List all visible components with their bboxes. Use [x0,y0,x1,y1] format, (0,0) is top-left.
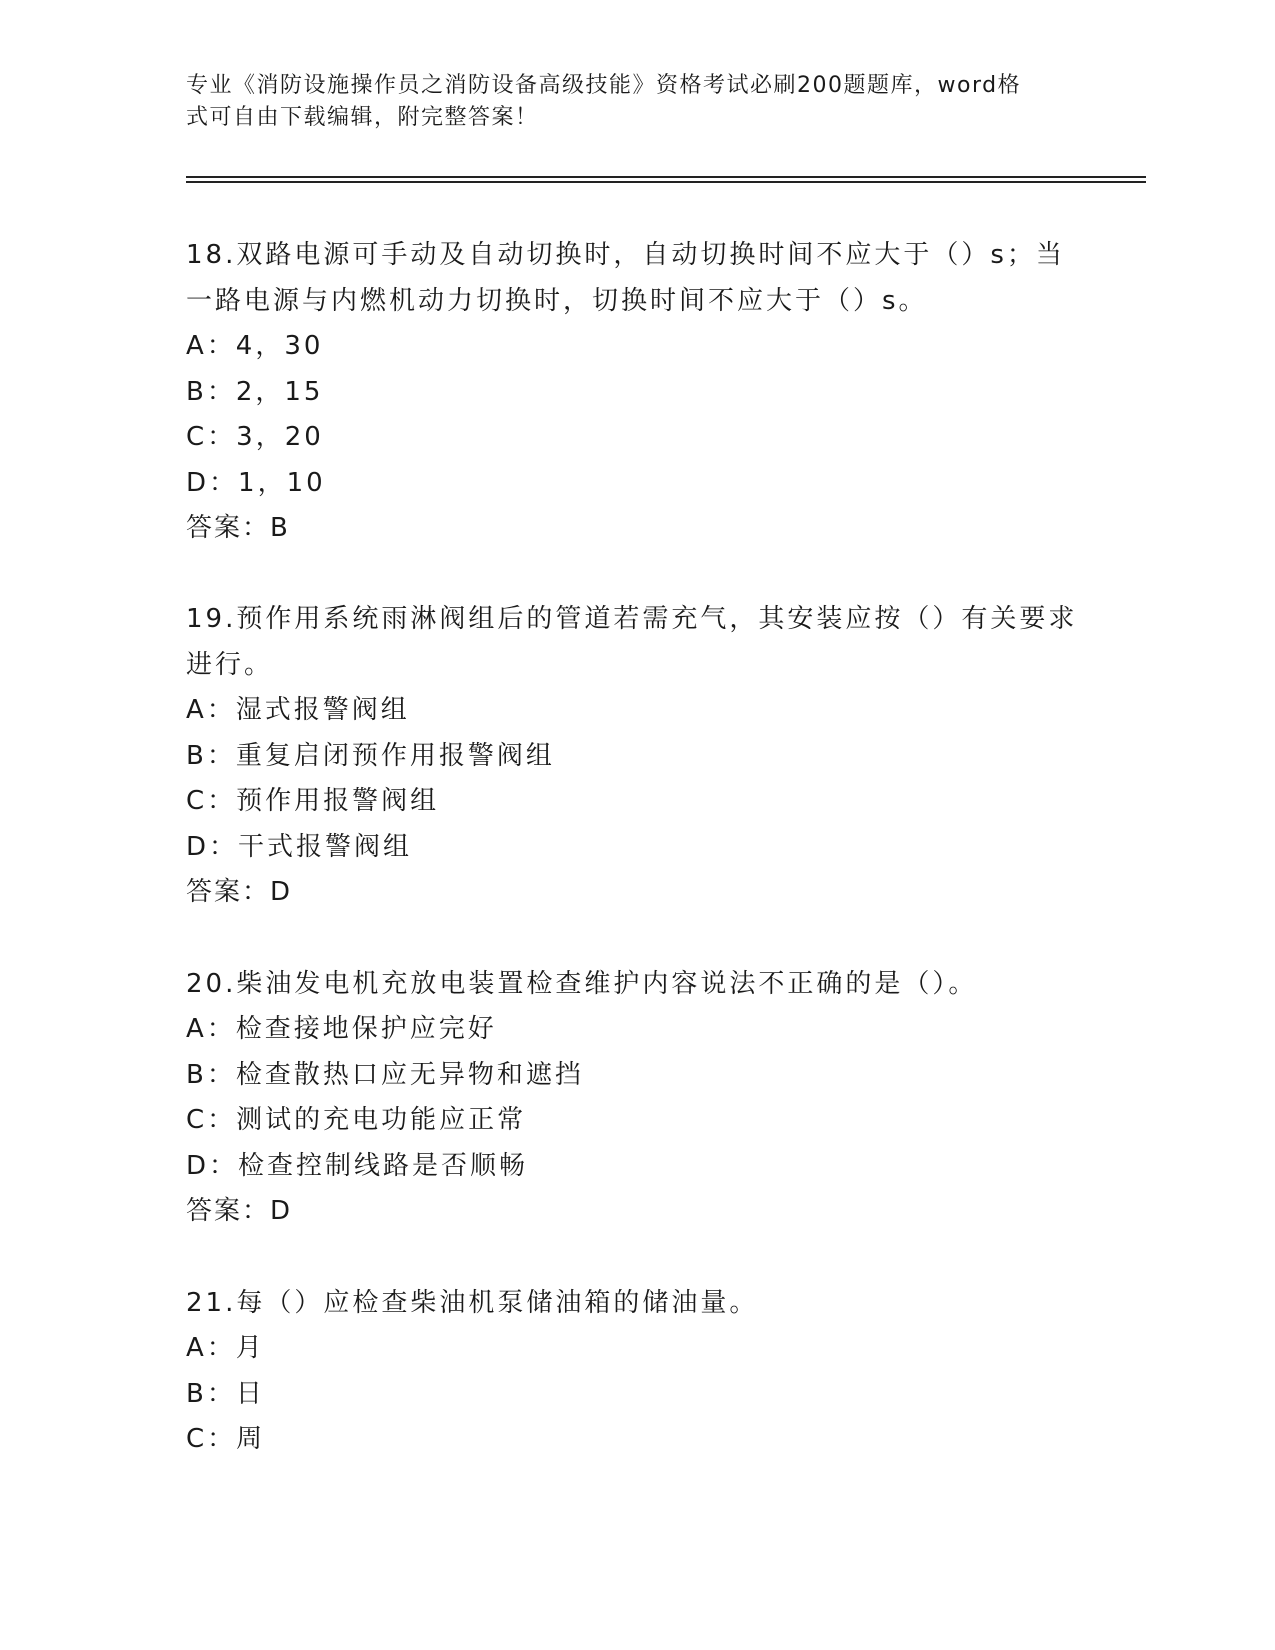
question-block [186,961,1086,1235]
question-block [186,596,1086,916]
answer: 答案：B [186,513,290,543]
question-block [186,1280,1086,1463]
header-divider [186,181,1146,183]
option-c: C：预作用报警阀组 [186,786,440,816]
option-c: C：周 [186,1424,266,1454]
option-d: D：干式报警阀组 [186,831,413,862]
option-a: A：湿式报警阀组 [186,695,410,725]
question-block [186,232,1086,552]
option-a: A：检查接地保护应完好 [186,1014,497,1044]
option-a: A：4，30 [186,331,324,361]
question-text: 21.每（）应检查柴油机泵储油箱的储油量。 [186,1288,759,1318]
header-line: 式可自由下载编辑，附完整答案！ [186,105,539,130]
option-d: D：1，10 [186,467,326,498]
answer: 答案：D [186,1196,293,1226]
option-b: B：日 [186,1378,265,1409]
option-a: A：月 [186,1333,265,1363]
question-text: 19.预作用系统雨淋阀组后的管道若需充气，其安装应按（）有关要求 [186,604,1078,634]
document-header [186,70,1086,134]
option-c: C：测试的充电功能应正常 [186,1105,527,1135]
option-b: B：2，15 [186,376,324,407]
question-text: 18.双路电源可手动及自动切换时，自动切换时间不应大于（）s；当 [186,240,1065,270]
answer: 答案：D [186,877,293,907]
option-b: B：重复启闭预作用报警阀组 [186,740,555,771]
header-divider [186,176,1146,178]
option-c: C：3，20 [186,422,324,452]
header-line: 专业《消防设施操作员之消防设备高级技能》资格考试必刷200题题库，word格 [186,73,1022,98]
question-text: 进行。 [186,650,274,680]
question-text: 20.柴油发电机充放电装置检查维护内容说法不正确的是（）。 [186,969,978,999]
option-b: B：检查散热口应无异物和遮挡 [186,1059,584,1090]
question-text: 一路电源与内燃机动力切换时，切换时间不应大于（）s。 [186,286,928,316]
option-d: D：检查控制线路是否顺畅 [186,1150,529,1181]
